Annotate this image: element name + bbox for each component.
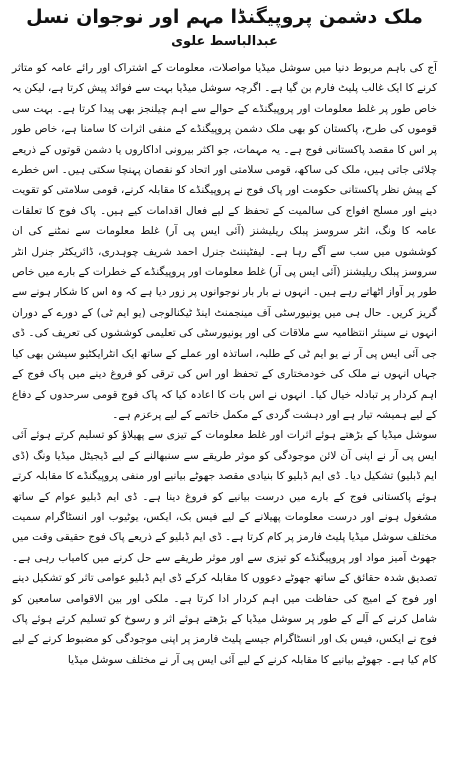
article-paragraph-2: سوشل میڈیا کے بڑھتے ہوئے اثرات اور غلط معلومات کے تیزی سے پھیلاؤ کو تسلیم کرتے ہوئے آئی ایس پی آر نے اپنی آن لائن موجودگی کو موثر طریقے سے سنبھالنے کے لیے ڈیجیٹل میڈیا ونگ (ڈی ایم ڈبلیو) تشکیل دیا۔ ڈی ایم ڈبلیو کا بنیادی مقصد جھوٹے بیانیے اور منفی پروپیگنڈے کا مقابلہ کرتے ہوئے پاکستانی فوج کے بارے میں درست بیانیے کو فروغ دینا ہے۔ ڈی ایم ڈبلیو عوام کے ساتھ مشغول ہونے اور درست معلومات پھیلانے کے لیے فیس بک، ایکس، یوٹیوب اور انسٹاگرام سمیت مختلف سوشل میڈیا پلیٹ فارمز پر کام کرتا ہے۔ ڈی ایم ڈبلیو کے ذریعے پاک فوج حقیقی وقت میں جھوٹ آمیز مواد اور پروپیگنڈے کو تیزی سے اور موثر طریقے سے حل کرنے میں کامیاب رہی ہے۔ تصدیق شدہ حقائق کے ساتھ جھوٹے دعووں کا مقابلہ کرکے ڈی ایم ڈبلیو عوامی تاثر کو تشکیل دینے اور فوج کے امیج کی حفاظت میں اہم کردار ادا کرتا ہے۔ ملکی اور بین الاقوامی سامعین کو شامل کرنے کے آلے کے طور پر سوشل میڈیا کے بڑھتے ہوئے اثر و رسوخ کو تسلیم کرتے ہوئے پاک فوج نے ایکس، فیس بک اور انسٹاگرام جیسے پلیٹ فارمز پر اپنی موجودگی کو مضبوط کرنے کے لیے کام کیا ہے۔ جھوٹے بیانیے کا مقابلہ کرنے کے لیے آئی ایس پی آر نے مختلف سوشل میڈیا (12, 429, 437, 666)
article-author: عبدالباسط علوی (171, 34, 278, 49)
article (12, 4, 437, 670)
article-title: ملک دشمن پروپیگنڈا مہم اور نوجوان نسل (26, 6, 423, 28)
article-paragraph-1: آج کی باہم مربوط دنیا میں سوشل میڈیا مواصلات، معلومات کے اشتراک اور رائے عامہ کو متاثر کرنے کا ایک غالب پلیٹ فارم بن گیا ہے۔ اگرچہ سوشل میڈیا بہت سے فوائد پیش کرتا ہے، لیکن یہ خاص طور پر غلط معلومات اور پروپیگنڈے کے حوالے سے اہم چیلنجز بھی پیدا کرتا ہے۔ بہت سی قوموں کی طرح، پاکستان کو بھی ملک دشمن پروپیگنڈے کے منفی اثرات کا سامنا ہے، خاص طور پر اس کا مقصد پاکستانی فوج ہے۔ یہ مہمات، جو اکثر بیرونی اداکاروں یا دشمن قوتوں کے ذریعے چلائی جاتی ہیں، ملک کی ساکھ، قومی سلامتی اور اتحاد کو نقصان پہنچا سکتی ہیں۔ اس خطرے کے پیش نظر پاکستانی حکومت اور پاک فوج نے پروپیگنڈے کا مقابلہ کرنے، قومی سلامتی کو تقویت دینے اور مسلح افواج کی سالمیت کے تحفظ کے لیے فعال اقدامات کیے ہیں۔ پاک فوج کا تعلقات عامہ کا ونگ، انٹر سروسز پبلک ریلیشنز (آئی ایس پی آر) غلط معلومات سے نمٹنے کی ان کوششوں میں سب سے آگے رہا ہے۔ لیفٹیننٹ جنرل احمد شریف چوہدری، ڈائریکٹر جنرل انٹر سروسز پبلک ریلیشنز (آئی ایس پی آر) غلط معلومات اور پروپیگنڈے کے خطرات کے بارے میں خاص طور پر آواز اٹھاتے رہے ہیں۔ انہوں نے بار بار نوجوانوں پر زور دیا ہے کہ وہ اس کا شکار ہونے سے گریز کریں۔ حال ہی میں یونیورسٹی آف مینجمنٹ اینڈ ٹیکنالوجی (یو ایم ٹی) کے دورے کے دوران انہوں نے سینئر انتظامیہ سے ملاقات کی اور یونیورسٹی کی تعلیمی کوششوں کی تعریف کی۔ ڈی جی آئی ایس پی آر نے یو ایم ٹی کے طلبہ، اساتذہ اور عملے کے ساتھ ایک انٹرایکٹیو سیشن بھی کیا جہاں انہوں نے ملک کی خودمختاری کے تحفظ اور اس کی ترقی کو فروغ دینے میں پاک فوج کے اہم کردار پر تبادلہ خیال کیا۔ انہوں نے اس بات کا اعادہ کیا کہ پاک فوج قومی سرحدوں کے دفاع کے لیے ہمیشہ تیار ہے اور دہشت گردی کے مکمل خاتمے کے لیے پرعزم ہے۔ (12, 62, 437, 421)
